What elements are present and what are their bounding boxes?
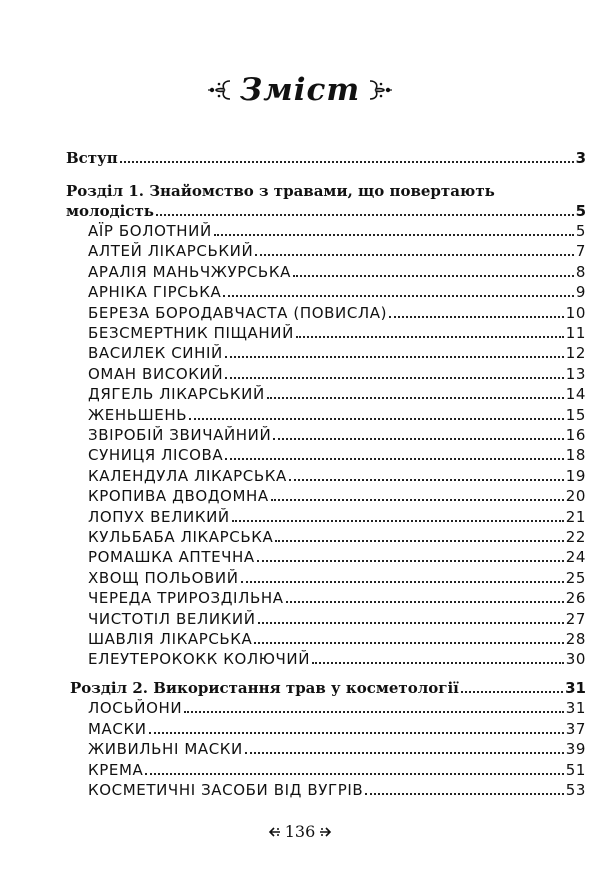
toc-label: ВАСИЛЕК СИНІЙ: [88, 344, 223, 363]
toc-label: ЧЕРЕДА ТРИРОЗДІЛЬНА: [88, 589, 284, 608]
toc-entry[interactable]: [88, 507, 586, 527]
toc-label: ЛОСЬЙОНИ: [88, 699, 183, 717]
toc-entry[interactable]: [88, 486, 586, 506]
title-text: Зміст: [239, 71, 361, 108]
toc-page: 28: [565, 630, 586, 648]
toc-label: ЖИВИЛЬНІ МАСКИ: [88, 740, 243, 759]
arrow-ornament-left-icon: [267, 825, 281, 839]
toc-page: 10: [565, 303, 586, 322]
toc-page: 8: [575, 262, 586, 281]
toc-label: РОМАШКА АПТЕЧНА: [88, 548, 255, 567]
toc-label: ХВОЩ ПОЛЬОВИЙ: [88, 568, 239, 587]
toc-page: 31: [565, 699, 586, 717]
toc-label: ШАВЛІЯ ЛІКАРСЬКА: [88, 630, 253, 648]
dot-leader: [273, 438, 563, 440]
dot-leader: [275, 540, 563, 542]
page-number: 136: [284, 822, 316, 841]
toc-entry[interactable]: [88, 760, 586, 780]
dot-leader: [312, 662, 564, 664]
page-title: [0, 70, 600, 110]
scroll-ornament-left-icon: [206, 77, 232, 103]
toc-entry[interactable]: [88, 739, 586, 759]
dot-leader: [296, 336, 564, 338]
toc-page: 7: [575, 242, 586, 261]
toc-entry[interactable]: [88, 780, 586, 800]
toc-entry[interactable]: [88, 303, 586, 323]
toc-entry[interactable]: [88, 547, 586, 567]
toc-label: КРОПИВА ДВОДОМНА: [88, 487, 269, 506]
toc-page: 14: [565, 385, 586, 404]
dot-leader: [286, 601, 564, 603]
toc-label: Вступ: [66, 149, 118, 167]
toc-page: 16: [565, 426, 586, 444]
toc-label: КОСМЕТИЧНІ ЗАСОБИ ВІД ВУГРІВ: [88, 781, 364, 800]
dot-leader: [120, 161, 574, 163]
dot-leader: [225, 377, 564, 379]
toc-page: 5: [575, 202, 586, 220]
toc-entry[interactable]: [88, 323, 586, 343]
toc-page: 9: [575, 283, 586, 302]
dot-leader: [254, 642, 563, 644]
toc-entry[interactable]: [88, 364, 586, 384]
toc-entry[interactable]: [88, 466, 586, 486]
toc-label: Розділ 2. Використання трав у косметології: [70, 679, 459, 697]
toc-page: 3: [575, 149, 586, 167]
toc-entry[interactable]: [88, 698, 586, 718]
toc-page: 20: [565, 487, 586, 506]
toc-label: ЖЕНЬШЕНЬ: [88, 405, 188, 424]
toc-page: 19: [565, 466, 586, 485]
toc-label: БЕРЕЗА БОРОДАВЧАСТА (ПОВИСЛА): [88, 303, 388, 322]
dot-leader: [223, 295, 573, 297]
toc-page: 31: [565, 679, 586, 697]
toc-label: АРАЛІЯ МАНЬЧЖУРСЬКА: [88, 262, 291, 281]
toc-page: 21: [565, 507, 586, 526]
toc-page: 27: [565, 609, 586, 628]
dot-leader: [289, 479, 564, 481]
toc-entry[interactable]: [88, 445, 586, 465]
toc-page: 39: [565, 740, 586, 759]
toc-section1[interactable]: [66, 201, 586, 221]
toc-label: КУЛЬБАБА ЛІКАРСЬКА: [88, 528, 274, 546]
dot-leader: [214, 234, 574, 236]
dot-leader: [149, 732, 564, 734]
toc-label: КАЛЕНДУЛА ЛІКАРСЬКА: [88, 466, 287, 485]
dot-leader: [225, 458, 563, 460]
dot-leader: [232, 520, 564, 522]
toc-label: СУНИЦЯ ЛІСОВА: [88, 446, 224, 465]
toc-page: 24: [565, 548, 586, 567]
dot-leader: [258, 622, 564, 624]
dot-leader: [365, 793, 563, 795]
toc-page: 18: [565, 446, 586, 465]
toc-intro[interactable]: [66, 148, 586, 168]
toc-entry[interactable]: [88, 568, 586, 588]
toc-entry[interactable]: [88, 649, 586, 669]
dot-leader: [225, 356, 564, 358]
dot-leader: [389, 316, 564, 318]
toc-page: 30: [565, 650, 586, 669]
toc-page: 11: [565, 324, 586, 342]
page-footer: [0, 822, 600, 841]
dot-leader: [145, 773, 563, 775]
dot-leader: [189, 418, 564, 420]
toc-label: КРЕМА: [88, 760, 144, 779]
dot-leader: [271, 499, 564, 501]
toc-label: ДЯГЕЛЬ ЛІКАРСЬКИЙ: [88, 385, 265, 404]
toc-entry[interactable]: [88, 282, 586, 302]
toc-entry[interactable]: [88, 588, 586, 608]
dot-leader: [156, 214, 574, 216]
toc-label: ЗВІРОБІЙ ЗВИЧАЙНИЙ: [88, 426, 272, 444]
toc-label: АРНІКА ГІРСЬКА: [88, 283, 222, 302]
toc-label: ЧИСТОТІЛ ВЕЛИКИЙ: [88, 609, 256, 628]
dot-leader: [245, 752, 564, 754]
dot-leader: [293, 275, 574, 277]
toc-label: МАСКИ: [88, 719, 147, 738]
toc-entry[interactable]: [88, 241, 586, 261]
toc-page: 22: [565, 528, 586, 546]
toc-entry[interactable]: [88, 405, 586, 425]
toc-page: 37: [565, 719, 586, 738]
arrow-ornament-right-icon: [319, 825, 333, 839]
dot-leader: [257, 560, 564, 562]
dot-leader: [255, 254, 574, 256]
toc-label: АЛТЕЙ ЛІКАРСЬКИЙ: [88, 242, 254, 261]
toc-entry[interactable]: [88, 262, 586, 282]
toc-section1-line1[interactable]: Розділ 1. Знайомство з травами, що повертають: [66, 182, 495, 200]
toc-label: молодість: [66, 202, 154, 220]
toc-label: ЛОПУХ ВЕЛИКИЙ: [88, 507, 230, 526]
toc-label: БЕЗСМЕРТНИК ПІЩАНИЙ: [88, 324, 294, 342]
toc-entry[interactable]: [88, 221, 586, 241]
toc-label: ЕЛЕУТЕРОКОКК КОЛЮЧИЙ: [88, 650, 311, 669]
toc-page: 53: [565, 781, 586, 800]
toc-entry[interactable]: [88, 527, 586, 547]
toc-label: ОМАН ВИСОКИЙ: [88, 364, 224, 383]
toc-entry[interactable]: [88, 629, 586, 649]
toc-entry[interactable]: [88, 384, 586, 404]
toc-page: 5: [575, 222, 586, 240]
toc-entry[interactable]: [88, 425, 586, 445]
dot-leader: [241, 581, 564, 583]
toc-section2[interactable]: [70, 678, 586, 698]
toc-page: 12: [565, 344, 586, 363]
toc-entry[interactable]: [88, 609, 586, 629]
toc-page: 13: [565, 364, 586, 383]
dot-leader: [184, 711, 564, 713]
scroll-ornament-right-icon: [368, 77, 394, 103]
toc-entry[interactable]: [88, 719, 586, 739]
dot-leader: [461, 691, 563, 693]
toc-page: 51: [565, 760, 586, 779]
toc-entry[interactable]: [88, 343, 586, 363]
toc-page: 26: [565, 589, 586, 608]
dot-leader: [267, 397, 564, 399]
toc-page: 25: [565, 568, 586, 587]
toc-label: АЇР БОЛОТНИЙ: [88, 222, 212, 240]
toc-page: 15: [565, 405, 586, 424]
